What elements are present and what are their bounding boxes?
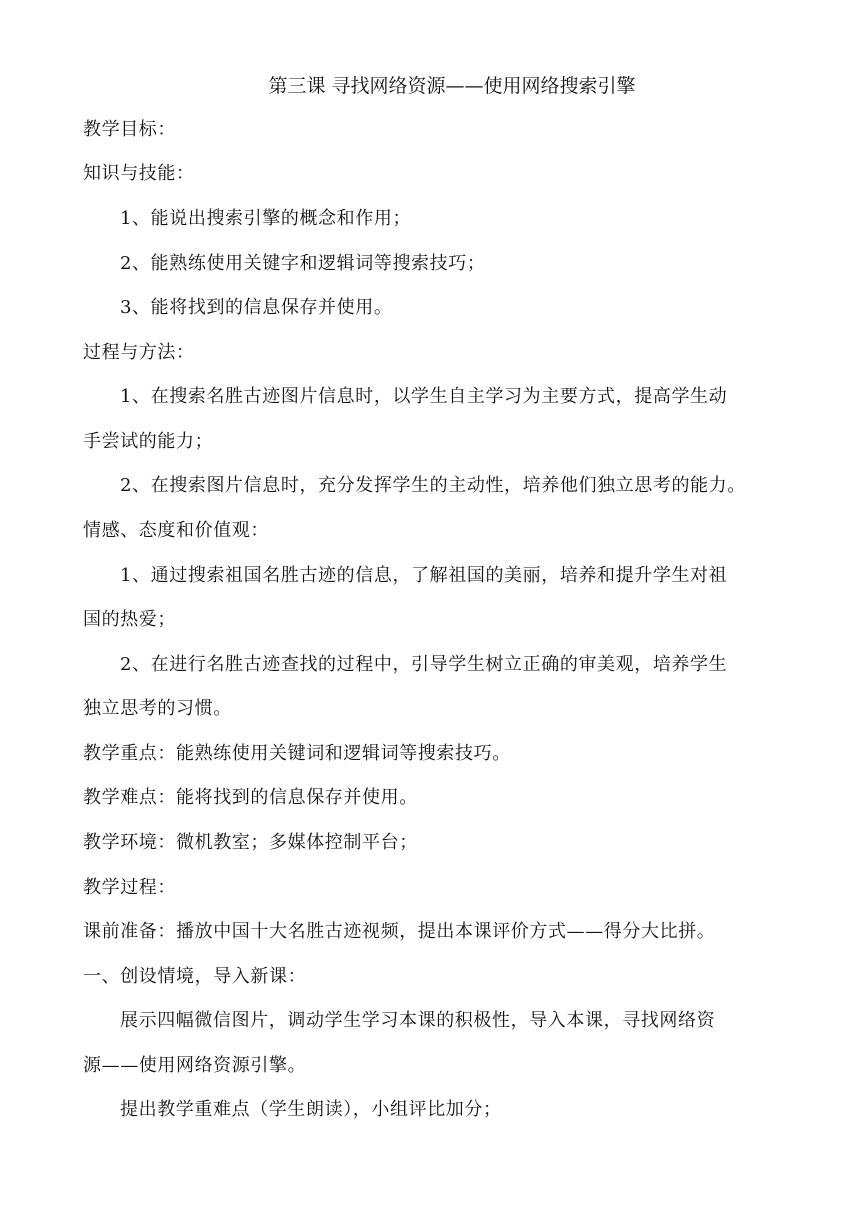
paragraph-line: 手尝试的能力； [83, 431, 214, 452]
section-heading-introduction: 一、创设情境，导入新课： [83, 966, 307, 987]
subheading-emotion-values: 情感、态度和价值观： [83, 520, 269, 541]
subheading-process-methods: 过程与方法： [83, 342, 195, 363]
paragraph-line: 1、能说出搜索引擎的概念和作用； [120, 208, 412, 229]
document-title: 第三课 寻找网络资源——使用网络搜索引擎 [268, 75, 636, 97]
paragraph-line: 1、在搜索名胜古迹图片信息时，以学生自主学习为主要方式，提高学生动 [120, 386, 728, 407]
paragraph-line: 国的热爱； [83, 609, 176, 630]
paragraph-line: 2、在搜索图片信息时，充分发挥学生的主动性，培养他们独立思考的能力。 [120, 475, 746, 496]
teaching-difficulty: 教学难点：能将找到的信息保存并使用。 [83, 787, 418, 808]
paragraph-line: 独立思考的习惯。 [83, 698, 232, 719]
paragraph-line: 2、在进行名胜古迹查找的过程中，引导学生树立正确的审美观，培养学生 [120, 654, 728, 675]
pre-class-preparation: 课前准备：播放中国十大名胜古迹视频，提出本课评价方式——得分大比拼。 [83, 921, 716, 942]
paragraph-line: 源——使用网络资源引擎。 [83, 1055, 307, 1076]
section-heading-teaching-goals: 教学目标： [83, 119, 176, 140]
section-heading-teaching-process: 教学过程： [83, 877, 176, 898]
paragraph-line: 2、能熟练使用关键字和逻辑词等搜索技巧； [120, 253, 486, 274]
paragraph-line: 展示四幅微信图片，调动学生学习本课的积极性，导入本课，寻找网络资 [120, 1010, 716, 1031]
subheading-knowledge-skills: 知识与技能： [83, 163, 195, 184]
paragraph-line: 1、通过搜索祖国名胜古迹的信息，了解祖国的美丽，培养和提升学生对祖 [120, 565, 728, 586]
paragraph-line: 3、能将找到的信息保存并使用。 [120, 297, 393, 318]
teaching-key-point: 教学重点：能熟练使用关键词和逻辑词等搜索技巧。 [83, 743, 511, 764]
paragraph-line: 提出教学重难点（学生朗读），小组评比加分； [120, 1099, 502, 1120]
teaching-environment: 教学环境：微机教室；多媒体控制平台； [83, 832, 418, 853]
